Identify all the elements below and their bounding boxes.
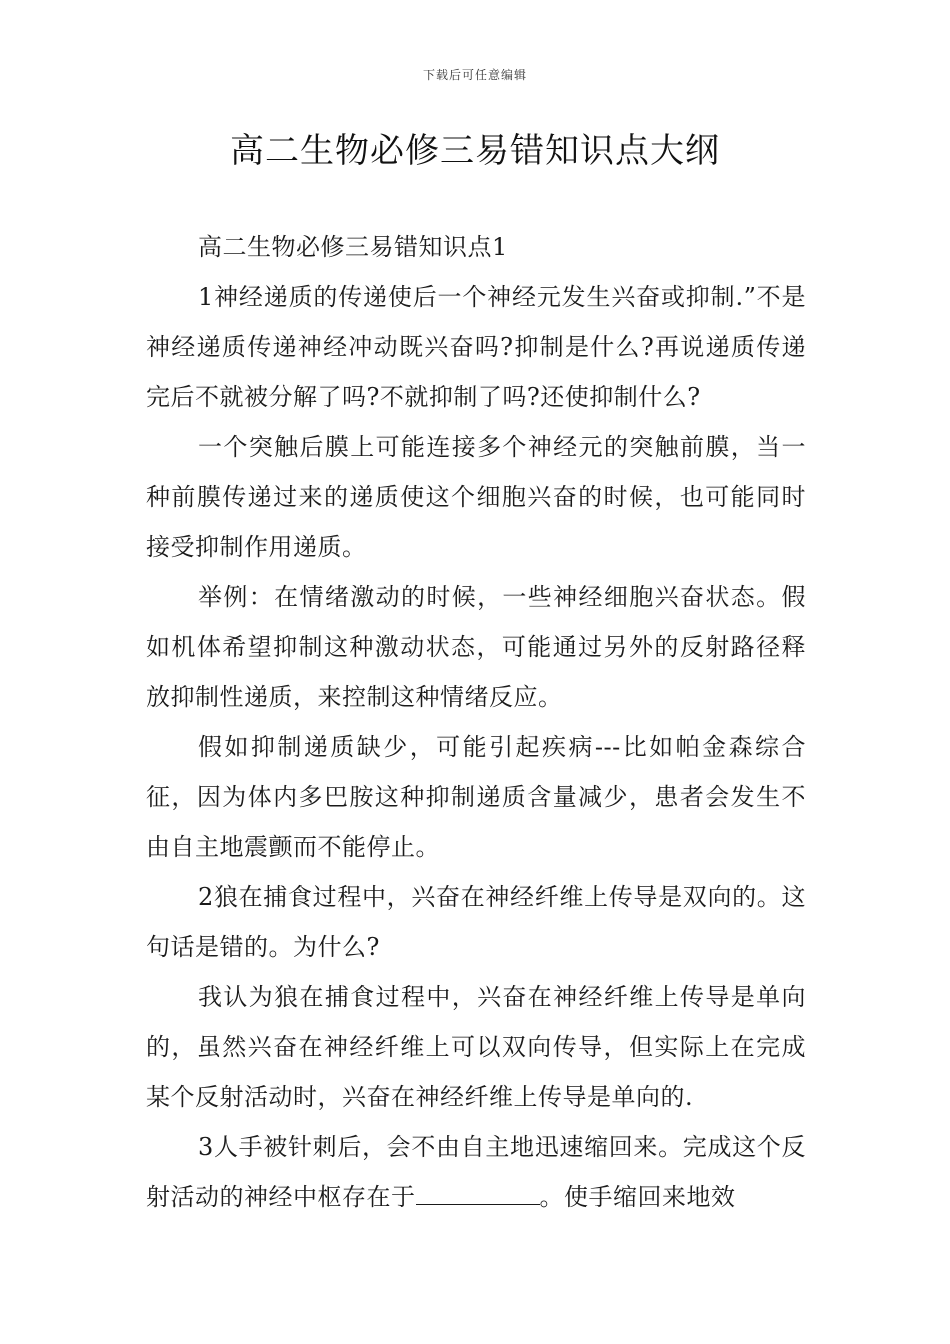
paragraph-text-after-blank: 。使手缩回来地效 <box>539 1183 736 1211</box>
paragraph: 举例：在情绪激动的时候，一些神经细胞兴奋状态。假如机体希望抑制这种激动状态，可能通过另外的反射路径释放抑制性递质，来控制这种情绪反应。 <box>146 583 806 711</box>
fill-in-blank-line <box>416 1176 540 1205</box>
section-heading: 高二生物必修三易错知识点1 <box>198 233 508 261</box>
document-body <box>146 222 806 1222</box>
header-note: 下载后可任意编辑 <box>422 68 527 82</box>
document-title: 高二生物必修三易错知识点大纲 <box>230 131 720 171</box>
paragraph-text-before-blank: 3人手被针刺后，会不由自主地迅速缩回来。完成这个反射活动的神经中枢存在于 <box>146 1133 806 1211</box>
paragraph: 2狼在捕食过程中，兴奋在神经纤维上传导是双向的。这句话是错的。为什么? <box>146 883 806 961</box>
paragraph: 一个突触后膜上可能连接多个神经元的突触前膜，当一种前膜传递过来的递质使这个细胞兴奋的时候，也可能同时接受抑制作用递质。 <box>146 433 806 561</box>
paragraph: 假如抑制递质缺少，可能引起疾病---比如帕金森综合征，因为体内多巴胺这种抑制递质含量减少，患者会发生不由自主地震颤而不能停止。 <box>146 733 806 861</box>
paragraph-with-blank <box>146 1122 806 1222</box>
paragraph: 1神经递质的传递使后一个神经元发生兴奋或抑制.”不是神经递质传递神经冲动既兴奋吗?抑制是什么?再说递质传递完后不就被分解了吗?不就抑制了吗?还使抑制什么? <box>146 283 806 411</box>
paragraph: 我认为狼在捕食过程中，兴奋在神经纤维上传导是单向的，虽然兴奋在神经纤维上可以双向传导，但实际上在完成某个反射活动时，兴奋在神经纤维上传导是单向的. <box>146 983 806 1111</box>
